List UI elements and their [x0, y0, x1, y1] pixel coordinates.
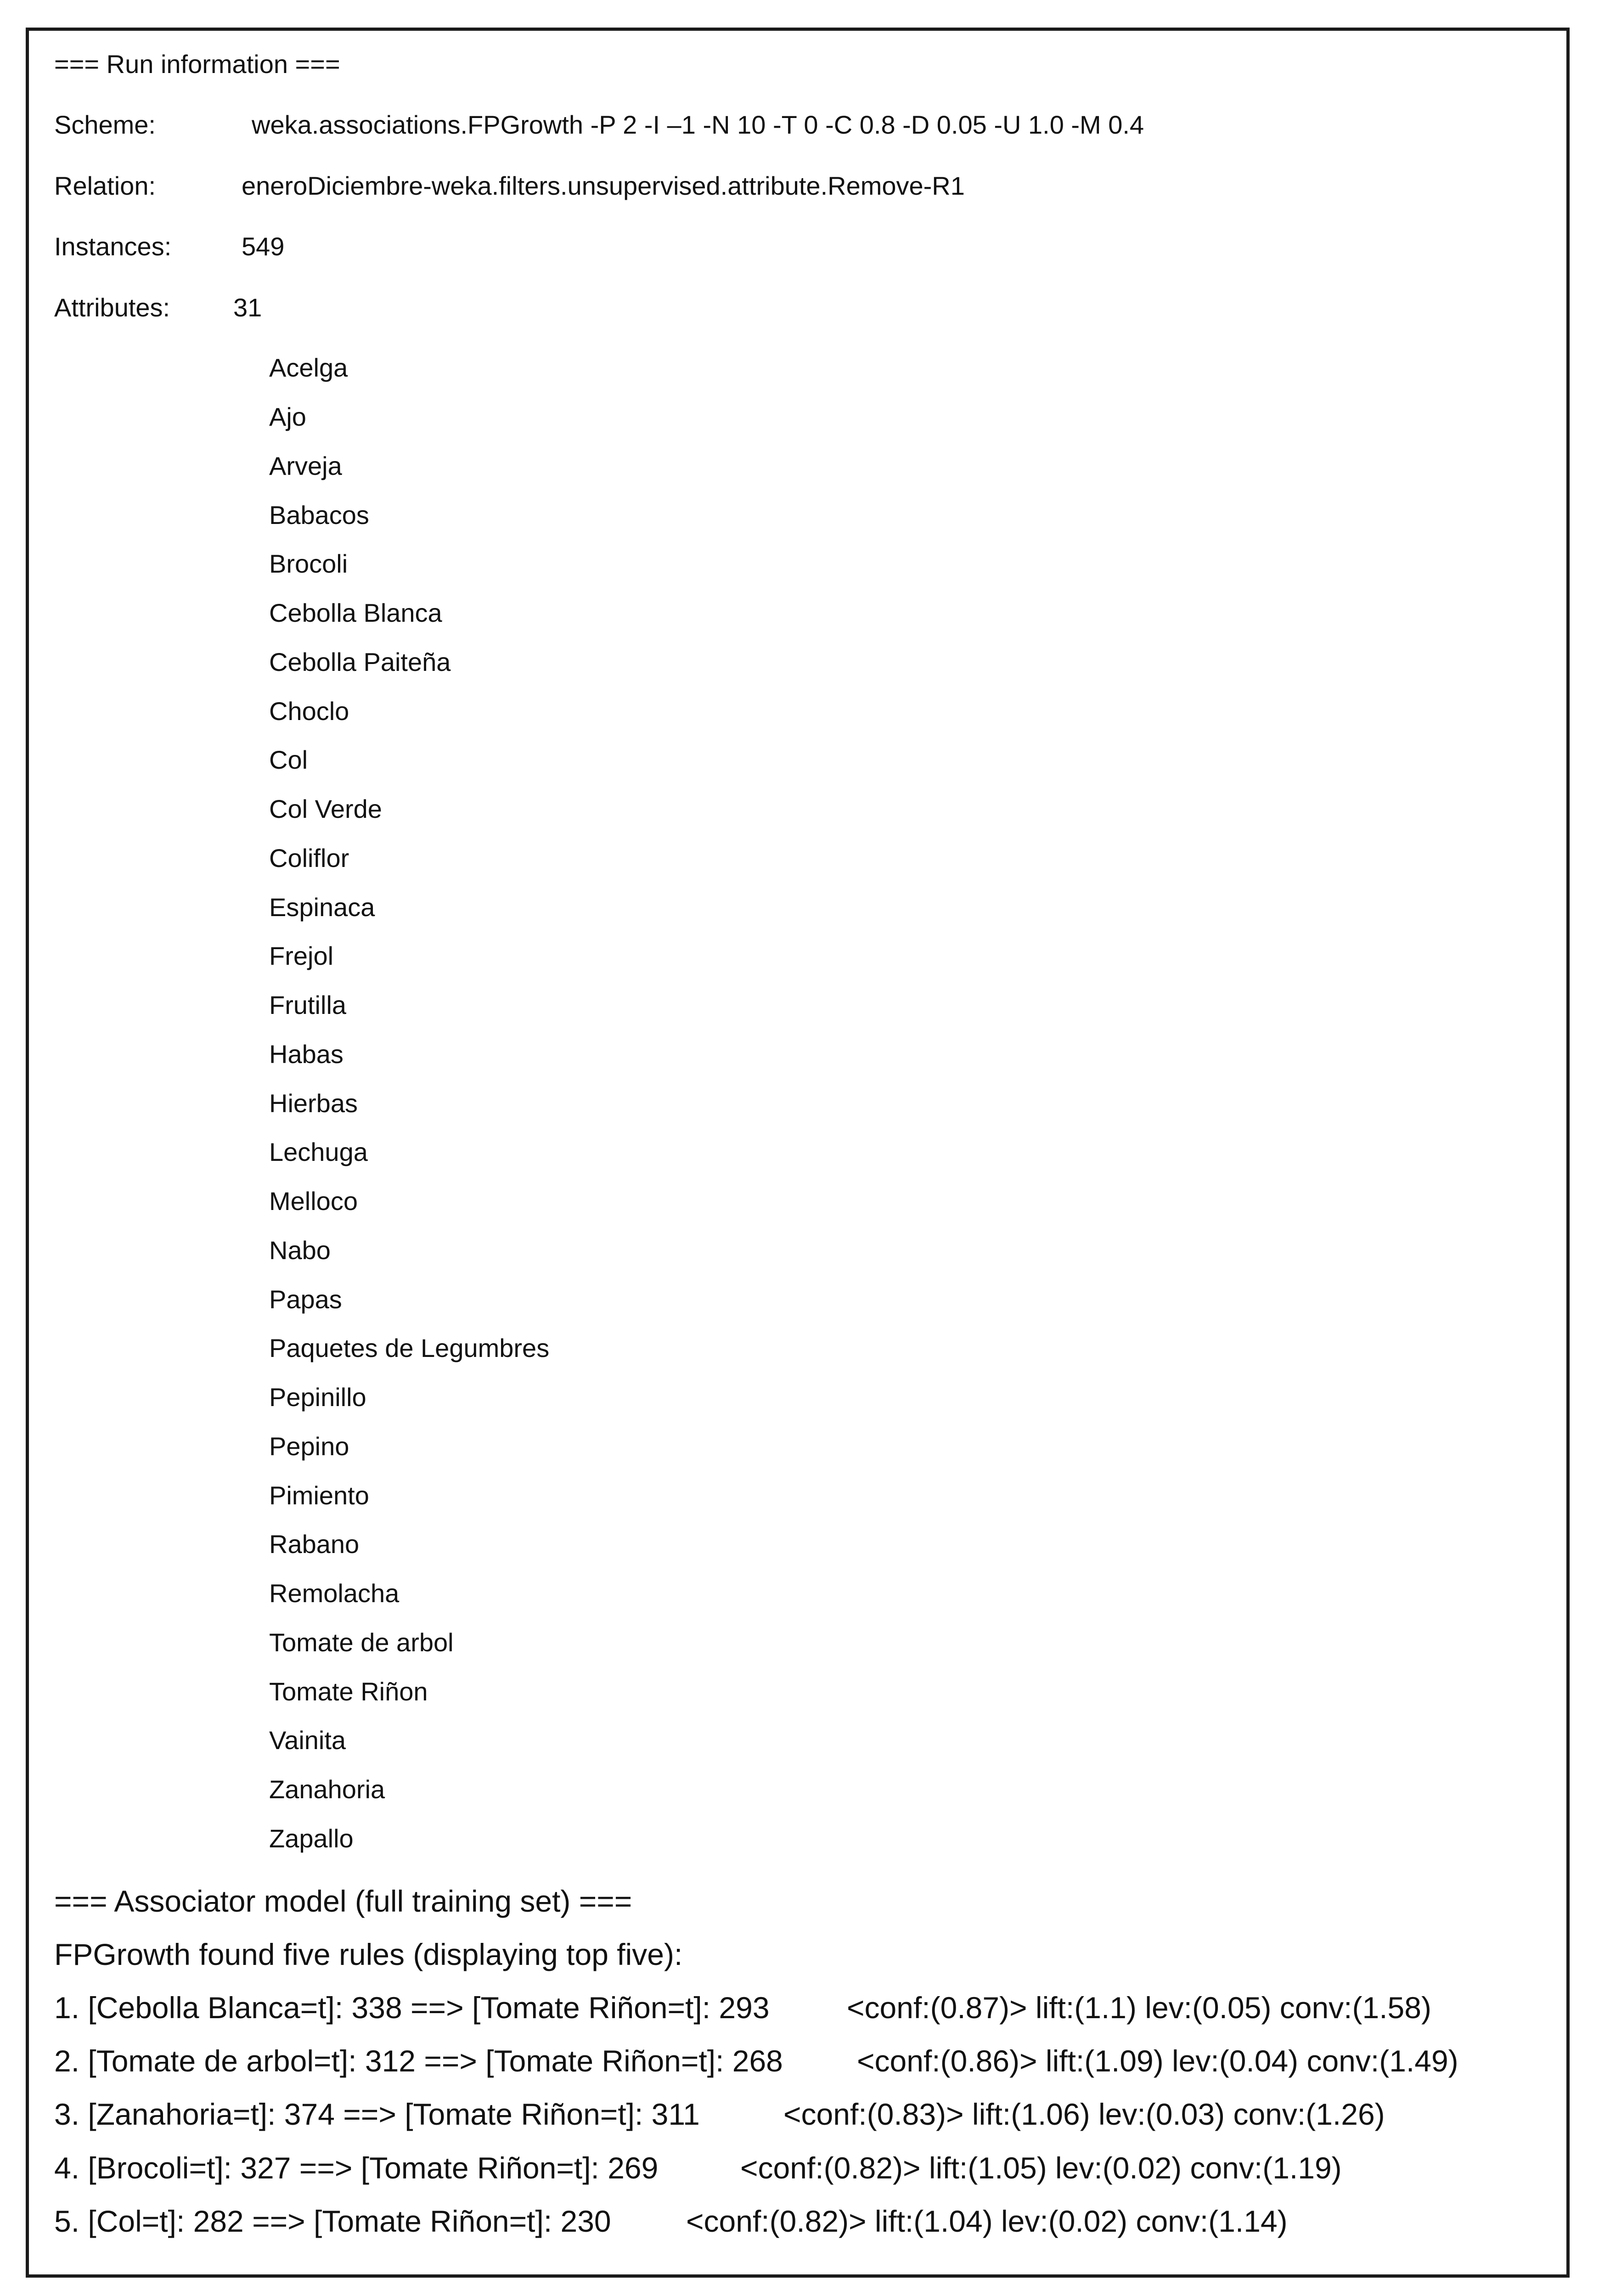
- rule-text: 2. [Tomate de arbol=t]: 312 ==> [Tomate Riñon=t]: 268: [54, 2044, 783, 2078]
- attribute-item: Col Verde: [269, 794, 382, 823]
- attribute-item: Espinaca: [269, 893, 375, 922]
- relation-value: eneroDiciembre-weka.filters.unsupervised.attribute.Remove-R1: [242, 171, 965, 200]
- attribute-item: Ajo: [269, 402, 306, 431]
- attribute-item: Vainita: [269, 1726, 346, 1755]
- attribute-item: Babacos: [269, 501, 369, 529]
- attribute-item: Coliflor: [269, 844, 349, 872]
- attribute-item: Frejol: [269, 941, 334, 970]
- attribute-item: Choclo: [269, 697, 349, 726]
- rule-text: 1. [Cebolla Blanca=t]: 338 ==> [Tomate Riñon=t]: 293: [54, 1991, 770, 2025]
- scheme-value: weka.associations.FPGrowth -P 2 -I –1 -N 10 -T 0 -C 0.8 -D 0.05 -U 1.0 -M 0.4: [252, 110, 1144, 139]
- rule-metrics: <conf:(0.87)> lift:(1.1) lev:(0.05) conv:(1.58): [847, 1991, 1431, 2025]
- attribute-item: Cebolla Paiteña: [269, 647, 451, 676]
- attribute-item: Habas: [269, 1040, 343, 1069]
- rule-metrics: <conf:(0.83)> lift:(1.06) lev:(0.03) conv:(1.26): [783, 2097, 1385, 2131]
- attribute-item: Tomate de arbol: [269, 1628, 454, 1657]
- model-header: === Associator model (full training set) ===: [54, 1884, 632, 1918]
- attribute-item: Papas: [269, 1285, 342, 1314]
- attribute-item: Col: [269, 745, 308, 774]
- instances-value: 549: [242, 232, 285, 261]
- attributes-label: Attributes:: [54, 293, 170, 322]
- attribute-item: Pepinillo: [269, 1383, 366, 1412]
- attribute-item: Hierbas: [269, 1089, 358, 1118]
- attribute-item: Pepino: [269, 1432, 349, 1461]
- rules-summary: FPGrowth found five rules (displaying top five):: [54, 1937, 683, 1971]
- attribute-item: Nabo: [269, 1236, 331, 1265]
- attribute-item: Arveja: [269, 451, 342, 480]
- attribute-item: Melloco: [269, 1187, 358, 1216]
- attribute-item: Pimiento: [269, 1481, 369, 1510]
- rule-metrics: <conf:(0.82)> lift:(1.04) lev:(0.02) conv:(1.14): [686, 2204, 1288, 2238]
- relation-label: Relation:: [54, 171, 156, 200]
- attribute-item: Cebolla Blanca: [269, 598, 442, 627]
- rule-metrics: <conf:(0.82)> lift:(1.05) lev:(0.02) conv:(1.19): [740, 2151, 1342, 2185]
- rule-metrics: <conf:(0.86)> lift:(1.09) lev:(0.04) conv:(1.49): [857, 2044, 1458, 2078]
- attribute-item: Paquetes de Legumbres: [269, 1334, 550, 1362]
- scheme-label: Scheme:: [54, 110, 156, 139]
- rule-text: 5. [Col=t]: 282 ==> [Tomate Riñon=t]: 230: [54, 2204, 611, 2238]
- attribute-item: Zapallo: [269, 1824, 354, 1853]
- attribute-item: Frutilla: [269, 990, 347, 1019]
- run-info-header: === Run information ===: [54, 50, 340, 79]
- attribute-item: Zanahoria: [269, 1775, 385, 1804]
- attribute-item: Acelga: [269, 353, 348, 382]
- attribute-item: Remolacha: [269, 1579, 400, 1608]
- attribute-item: Tomate Riñon: [269, 1677, 428, 1706]
- attribute-item: Lechuga: [269, 1137, 368, 1166]
- rule-text: 3. [Zanahoria=t]: 374 ==> [Tomate Riñon=t]: 311: [54, 2097, 700, 2131]
- rule-text: 4. [Brocoli=t]: 327 ==> [Tomate Riñon=t]: 269: [54, 2151, 659, 2185]
- attribute-item: Rabano: [269, 1530, 360, 1559]
- instances-label: Instances:: [54, 232, 172, 261]
- attributes-value: 31: [233, 293, 262, 322]
- attribute-item: Brocoli: [269, 549, 348, 578]
